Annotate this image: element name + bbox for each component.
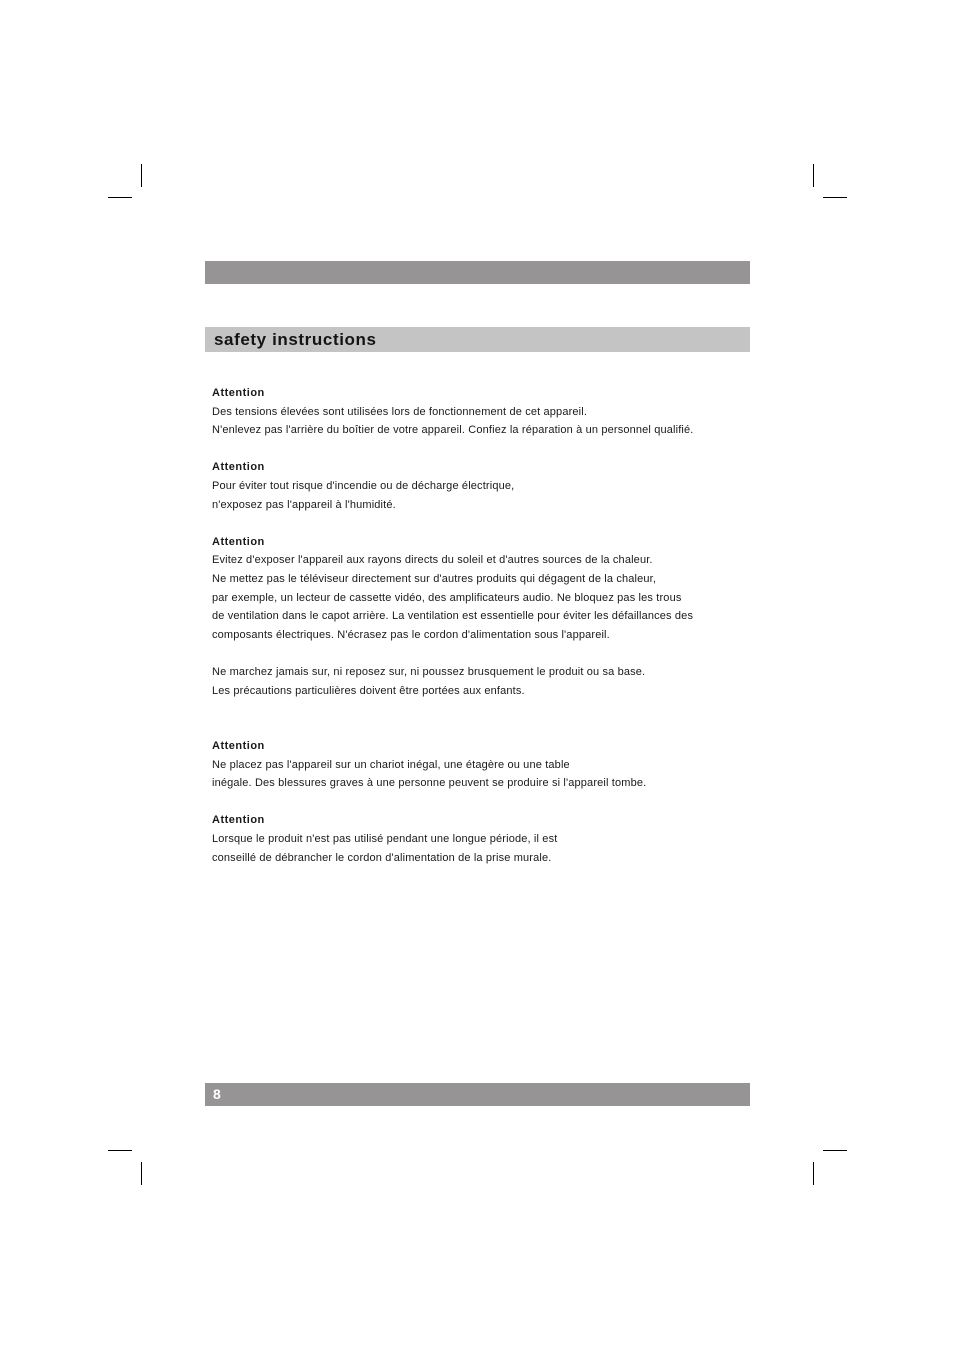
crop-mark-top-left-horizontal (108, 197, 132, 198)
page-number: 8 (213, 1086, 221, 1102)
footer-band (205, 1083, 750, 1106)
section-heading: Attention (212, 387, 265, 399)
section-line: conseillé de débrancher le cordon d'alimentation de la prise murale. (212, 851, 552, 864)
crop-mark-top-right-vertical (813, 164, 814, 187)
section-line: Evitez d'exposer l'appareil aux rayons directs du soleil et d'autres sources de la chaleur. (212, 554, 653, 567)
section-line: Des tensions élevées sont utilisées lors de fonctionnement de cet appareil. (212, 405, 588, 418)
crop-mark-top-right-horizontal (823, 197, 847, 198)
crop-mark-bottom-left-vertical (141, 1162, 142, 1185)
crop-mark-bottom-left-horizontal (108, 1150, 132, 1151)
section-heading: Attention (212, 535, 265, 548)
crop-mark-top-left-vertical (141, 164, 142, 187)
section-line: inégale. Des blessures graves à une personne peuvent se produire si l'appareil tombe. (212, 777, 647, 790)
crop-mark-bottom-right-vertical (813, 1162, 814, 1185)
crop-mark-bottom-right-horizontal (823, 1150, 847, 1151)
section-heading: Attention (212, 461, 265, 474)
header-band (205, 261, 750, 284)
section-title-bar (205, 327, 750, 352)
section-line: par exemple, un lecteur de cassette vidéo, des amplificateurs audio. Ne bloquez pas les trous (212, 591, 682, 604)
section-line: Ne placez pas l'appareil sur un chariot inégal, une étagère ou une table (212, 758, 570, 771)
section-line: composants électriques. N'écrasez pas le cordon d'alimentation sous l'appareil. (212, 628, 610, 641)
section-line: n'exposez pas l'appareil à l'humidité. (212, 498, 396, 511)
section-line: Ne marchez jamais sur, ni reposez sur, ni poussez brusquement le produit ou sa base. (212, 665, 646, 678)
section-line: Les précautions particulières doivent être portées aux enfants. (212, 684, 525, 697)
page-title: safety instructions (214, 330, 377, 349)
section-line: de ventilation dans le capot arrière. La ventilation est essentielle pour éviter les défaillances des (212, 610, 694, 623)
section-line: Ne mettez pas le téléviseur directement sur d'autres produits qui dégagent de la chaleur, (212, 572, 657, 585)
section-line: Pour éviter tout risque d'incendie ou de décharge électrique, (212, 479, 515, 492)
section-heading: Attention (212, 814, 265, 827)
safety-instructions-body (212, 384, 757, 867)
section-line: N'enlevez pas l'arrière du boîtier de votre appareil. Confiez la réparation à un personnel qualifié. (212, 424, 694, 437)
section-line: Lorsque le produit n'est pas utilisé pendant une longue période, il est (212, 833, 558, 846)
section-heading: Attention (212, 740, 265, 753)
